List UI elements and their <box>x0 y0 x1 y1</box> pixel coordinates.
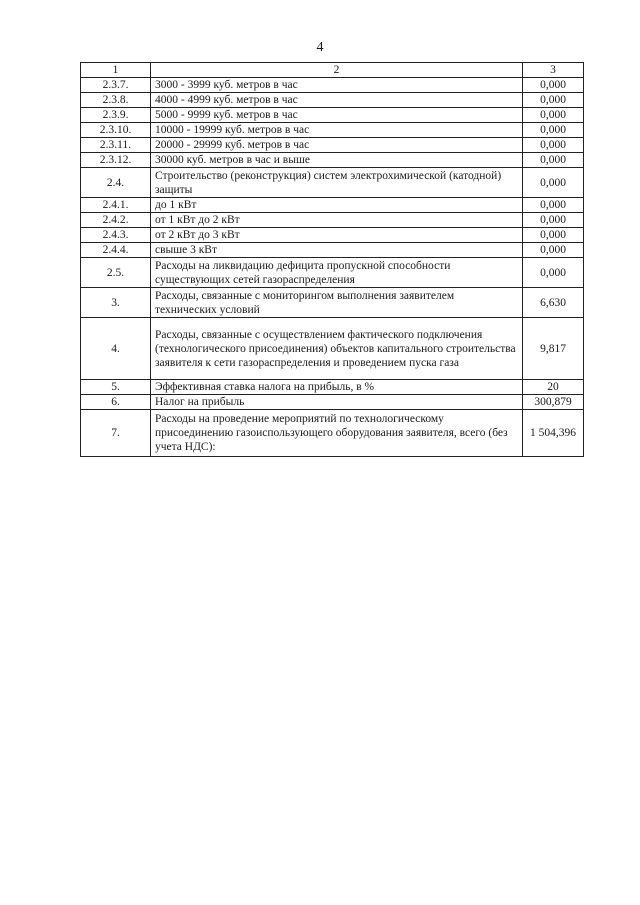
row-description: 4000 - 4999 куб. метров в час <box>151 93 523 108</box>
row-value: 0,000 <box>523 258 584 288</box>
row-value: 0,000 <box>523 153 584 168</box>
row-description: от 1 кВт до 2 кВт <box>151 213 523 228</box>
table-row <box>81 198 584 213</box>
table-row <box>81 123 584 138</box>
row-description: 30000 куб. метров в час и выше <box>151 153 523 168</box>
row-description: 3000 - 3999 куб. метров в час <box>151 78 523 93</box>
page-number: 4 <box>316 40 324 55</box>
row-description: Расходы на проведение мероприятий по технологическому присоединению газоиспользующего оборудования заявителя, всего (без учета НДС): <box>151 410 523 457</box>
row-number: 2.4.1. <box>81 198 151 213</box>
row-value: 0,000 <box>523 213 584 228</box>
row-value: 0,000 <box>523 123 584 138</box>
table-row <box>81 380 584 395</box>
row-number: 3. <box>81 288 151 318</box>
row-description: Расходы, связанные с мониторингом выполнения заявителем технических условий <box>151 288 523 318</box>
row-number: 7. <box>81 410 151 457</box>
row-description: Расходы, связанные с осуществлением фактического подключения (технологического присоединения) объектов капитального строительства заявителя к сети газораспределения и проведением пуска газа <box>151 318 523 380</box>
row-number: 6. <box>81 395 151 410</box>
row-number: 2.4. <box>81 168 151 198</box>
row-value: 20 <box>523 380 584 395</box>
row-value: 0,000 <box>523 138 584 153</box>
row-description: Расходы на ликвидацию дефицита пропускной способности существующих сетей газораспределения <box>151 258 523 288</box>
row-value: 1 504,396 <box>523 410 584 457</box>
table-row <box>81 213 584 228</box>
table-row <box>81 410 584 457</box>
table-row <box>81 78 584 93</box>
row-description: 20000 - 29999 куб. метров в час <box>151 138 523 153</box>
row-number: 2.3.10. <box>81 123 151 138</box>
table-row <box>81 288 584 318</box>
row-value: 0,000 <box>523 93 584 108</box>
table-row <box>81 318 584 380</box>
table-row <box>81 153 584 168</box>
row-number: 2.4.4. <box>81 243 151 258</box>
table-row <box>81 243 584 258</box>
row-number: 2.4.2. <box>81 213 151 228</box>
row-number: 5. <box>81 380 151 395</box>
row-value: 6,630 <box>523 288 584 318</box>
table-body <box>81 63 584 457</box>
row-number: 2.3.8. <box>81 93 151 108</box>
table-row <box>81 258 584 288</box>
row-description: от 2 кВт до 3 кВт <box>151 228 523 243</box>
row-description: 5000 - 9999 куб. метров в час <box>151 108 523 123</box>
row-number: 2.3.12. <box>81 153 151 168</box>
table-row <box>81 138 584 153</box>
table-row <box>81 93 584 108</box>
row-description: 10000 - 19999 куб. метров в час <box>151 123 523 138</box>
row-value: 9,817 <box>523 318 584 380</box>
table-row <box>81 228 584 243</box>
row-description: Строительство (реконструкция) систем электрохимической (катодной) защиты <box>151 168 523 198</box>
row-number: 2.5. <box>81 258 151 288</box>
row-value: 0,000 <box>523 228 584 243</box>
row-value: 0,000 <box>523 108 584 123</box>
row-description: до 1 кВт <box>151 198 523 213</box>
table-header-row <box>81 63 584 78</box>
row-description: Налог на прибыль <box>151 395 523 410</box>
header-col-1: 1 <box>81 63 151 78</box>
table-row <box>81 168 584 198</box>
row-value: 300,879 <box>523 395 584 410</box>
row-number: 2.4.3. <box>81 228 151 243</box>
row-description: свыше 3 кВт <box>151 243 523 258</box>
row-number: 2.3.11. <box>81 138 151 153</box>
row-value: 0,000 <box>523 78 584 93</box>
header-col-3: 3 <box>523 63 584 78</box>
row-number: 2.3.7. <box>81 78 151 93</box>
row-value: 0,000 <box>523 168 584 198</box>
row-value: 0,000 <box>523 198 584 213</box>
table-row <box>81 108 584 123</box>
row-description: Эффективная ставка налога на прибыль, в % <box>151 380 523 395</box>
row-value: 0,000 <box>523 243 584 258</box>
header-col-2: 2 <box>151 63 523 78</box>
table-row <box>81 395 584 410</box>
row-number: 4. <box>81 318 151 380</box>
row-number: 2.3.9. <box>81 108 151 123</box>
cost-table <box>80 62 584 457</box>
